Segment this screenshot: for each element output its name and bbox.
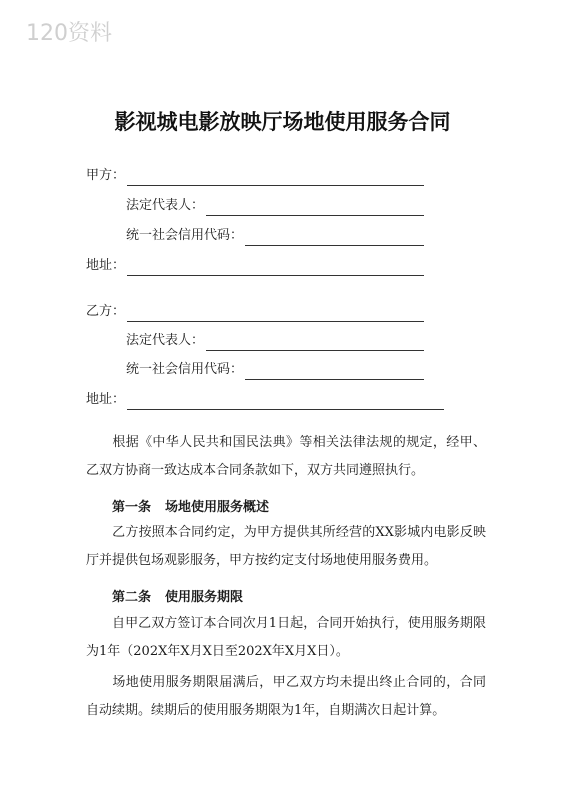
watermark: 120资料	[26, 21, 112, 46]
party-b-label: 乙方：	[86, 304, 126, 319]
party-a-address-field	[86, 256, 424, 276]
party-b-rep-field	[126, 331, 424, 351]
party-a-credit-field	[126, 226, 424, 246]
article-1-title: 场地使用服务概述	[165, 500, 270, 515]
party-a-credit-line[interactable]	[245, 231, 424, 246]
article-2-text-1: 自甲乙双方签订本合同次月1日起，合同开始执行，使用服务期限为1年（202X年X月X日至202X年X月X日）。	[86, 616, 486, 659]
party-b-line[interactable]	[127, 307, 424, 322]
article-2-heading	[112, 586, 243, 605]
intro-paragraph	[86, 429, 486, 485]
party-b-rep-label: 法定代表人：	[126, 333, 205, 348]
article-2-title: 使用服务期限	[165, 590, 244, 605]
party-a-label: 甲方：	[86, 168, 126, 183]
party-b-rep-line[interactable]	[206, 336, 424, 351]
party-b-address-field	[86, 390, 444, 410]
party-a-address-label: 地址：	[86, 258, 126, 273]
party-a-field	[86, 166, 424, 186]
party-b-address-label: 地址：	[86, 392, 126, 407]
party-b-credit-field	[126, 360, 424, 380]
party-b-credit-label: 统一社会信用代码：	[126, 362, 244, 377]
party-a-credit-label: 统一社会信用代码：	[126, 228, 244, 243]
article-2-text-2: 场地使用服务期限届满后，甲乙双方均未提出终止合同的，合同自动续期。续期后的使用服务期限为1年，自期满次日起计算。	[86, 675, 486, 718]
article-1-number: 第一条	[112, 500, 152, 515]
intro-text: 根据《中华人民共和国民法典》等相关法律法规的规定，经甲、乙双方协商一致达成本合同条款如下，双方共同遵照执行。	[86, 435, 486, 478]
article-2-paragraph-2	[86, 669, 486, 725]
document-title: 影视城电影放映厅场地使用服务合同	[114, 110, 451, 134]
article-1-text: 乙方按照本合同约定，为甲方提供其所经营的XX影城内电影反映厅并提供包场观影服务，甲方按约定支付场地使用服务费用。	[86, 525, 486, 568]
party-a-rep-label: 法定代表人：	[126, 198, 205, 213]
article-1-paragraph	[86, 519, 486, 575]
party-a-line[interactable]	[127, 171, 424, 186]
article-1-heading	[112, 496, 269, 515]
article-2-number: 第二条	[112, 590, 152, 605]
party-a-rep-field	[126, 196, 424, 216]
party-b-address-line[interactable]	[127, 395, 444, 410]
party-b-field	[86, 302, 424, 322]
article-2-paragraph-1	[86, 610, 486, 666]
party-b-credit-line[interactable]	[245, 365, 424, 380]
party-a-rep-line[interactable]	[206, 201, 424, 216]
party-a-address-line[interactable]	[127, 261, 424, 276]
